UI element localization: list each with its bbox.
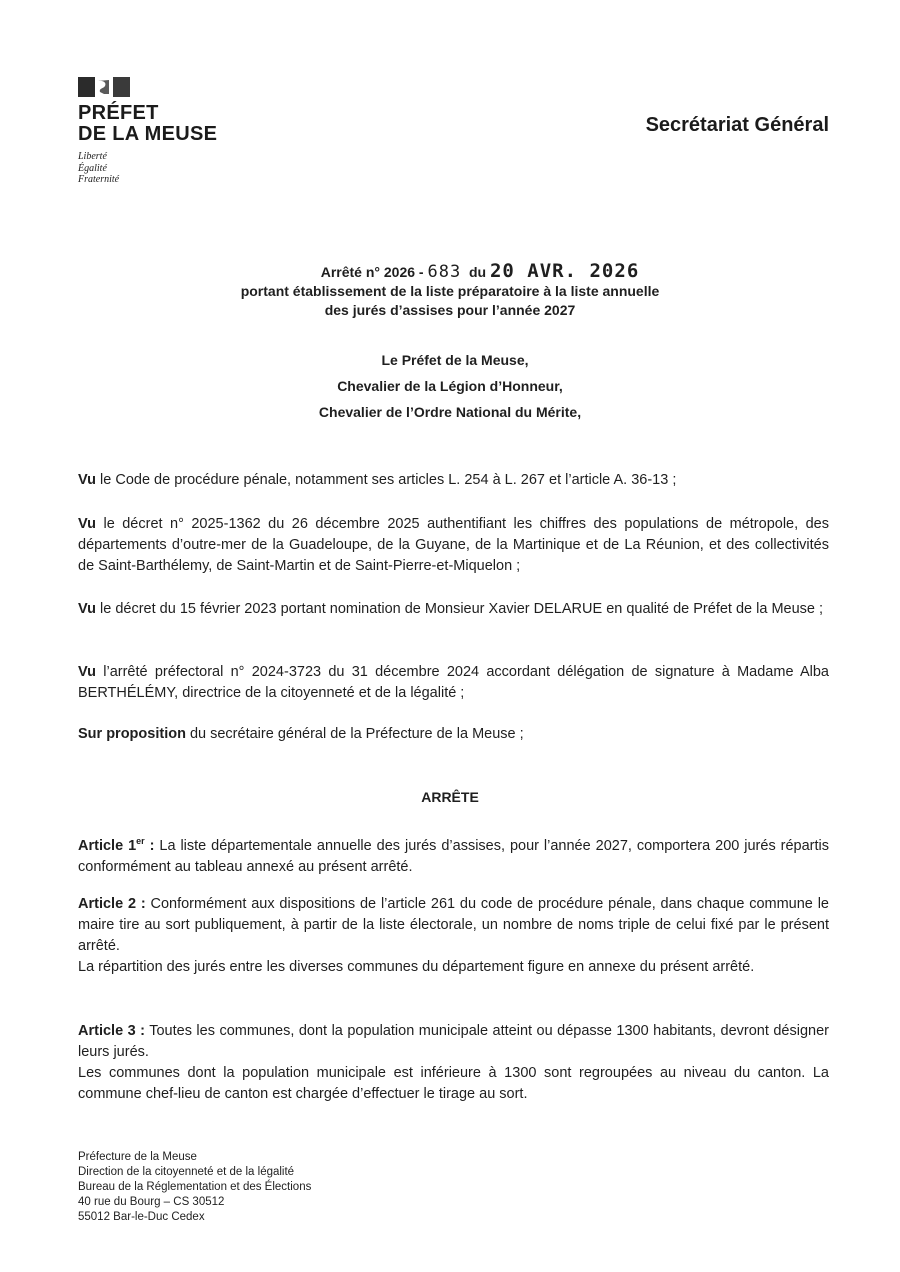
motto-fraternite: Fraternité xyxy=(78,174,120,185)
authority-block xyxy=(0,347,900,425)
article-3: Article 3 : Toutes les communes, dont la population municipale atteint ou dépasse 1300 habitants, devront désigner leurs jurés. Les communes dont la population municipale est inférieure à 1300 sont regroupées au niveau du canton. La commune chef-lieu de canton est chargée d’effectuer le tirage au sort. xyxy=(78,1021,829,1105)
article-2-paragraph-2: La répartition des jurés entre les diverses communes du département figure en annexe du présent arrêté. xyxy=(78,959,755,975)
logo-line2: DE LA MEUSE xyxy=(78,123,218,145)
article-3-label: Article 3 : xyxy=(78,1023,145,1039)
authority-line: Le Préfet de la Meuse, xyxy=(381,352,529,368)
visa-2: Vu le décret n° 2025-1362 du 26 décembre 2025 authentifiant les chiffres des populations de métropole, des départements d’outre-mer de la Guadeloupe, de la Guyane, de la Martinique et de La Réunion, et des collectivités de Saint-Barthélemy, de Saint-Martin et de Saint-Pierre-et-Miquelon ; xyxy=(78,516,829,574)
motto-liberte: Liberté xyxy=(78,151,107,162)
article-3-paragraph-2: Les communes dont la population municipale est inférieure à 1300 sont regroupées au niveau du canton. La commune chef-lieu de canton est chargée d’effectuer le tirage au sort. xyxy=(78,1065,829,1102)
footer-line: 55012 Bar-le-Duc Cedex xyxy=(78,1211,205,1223)
article-1: Article 1er : La liste départementale annuelle des jurés d’assises, pour l’année 2027, comportera 200 jurés répartis conformément au tableau annexé au présent arrêté. xyxy=(78,836,829,875)
prefet-logo xyxy=(78,77,218,186)
footer-line: Préfecture de la Meuse xyxy=(78,1151,197,1163)
motto xyxy=(78,151,218,186)
visa-4: Vu l’arrêté préfectoral n° 2024-3723 du 31 décembre 2024 accordant délégation de signature à Madame Alba BERTHÉLÉMY, directrice de la citoyenneté et de la légalité ; xyxy=(78,664,829,701)
arrete-heading: ARRÊTE xyxy=(421,789,479,805)
proposition: Sur proposition du secrétaire général de la Préfecture de la Meuse ; xyxy=(78,726,524,742)
visa-1: Vu le Code de procédure pénale, notamment ses articles L. 254 à L. 267 et l’article A. 36-13 ; xyxy=(78,472,677,488)
article-2-label: Article 2 : xyxy=(78,896,146,912)
authority-line: Chevalier de la Légion d’Honneur, xyxy=(337,378,563,394)
date-stamp: 20 AVR. 2026 xyxy=(489,260,640,282)
service-name: Secrétariat Général xyxy=(645,114,829,136)
republic-flag-icon xyxy=(78,77,130,97)
arrete-prefix: Arrêté n° 2026 - xyxy=(320,264,424,280)
arrete-title xyxy=(0,262,900,320)
title-line2: portant établissement de la liste préparatoire à la liste annuelle xyxy=(240,283,660,299)
footer-line: Bureau de la Réglementation et des Élections xyxy=(78,1181,312,1193)
arrete-du: du xyxy=(468,264,487,280)
arrete-number-handwritten: 683 xyxy=(427,262,462,282)
authority-line: Chevalier de l’Ordre National du Mérite, xyxy=(318,404,582,420)
motto-egalite: Égalité xyxy=(78,162,107,174)
arrete-number-line xyxy=(261,262,640,282)
footer-address xyxy=(78,1150,311,1225)
footer-line: Direction de la citoyenneté et de la légalité xyxy=(78,1166,295,1178)
article-2: Article 2 : Conformément aux dispositions de l’article 261 du code de procédure pénale, dans chaque commune le maire tire au sort publiquement, à partir de la liste électorale, un nombre de noms triple de celui fixé par le présent arrêté. La répartition des jurés entre les diverses communes du département figure en annexe du présent arrêté. xyxy=(78,894,829,978)
title-line3: des jurés d’assises pour l’année 2027 xyxy=(324,302,576,318)
logo-line1: PRÉFET xyxy=(78,102,159,124)
footer-line: 40 rue du Bourg – CS 30512 xyxy=(78,1196,225,1208)
article-1-label: Article 1er : xyxy=(78,836,155,854)
visa-3: Vu le décret du 15 février 2023 portant nomination de Monsieur Xavier DELARUE en qualité de Préfet de la Meuse ; xyxy=(78,601,824,617)
